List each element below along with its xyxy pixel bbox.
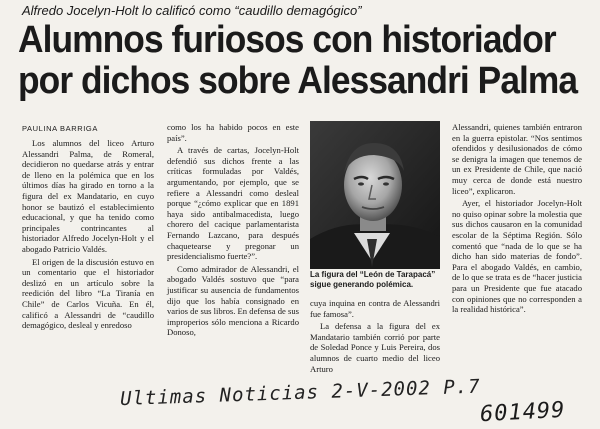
paragraph: El origen de la discusión estuvo en un comentario que el historiador deslizó en un artículo sobre la reedición del libro “La Tiranía en Chile” de Carlos Vicuña. En él, calificó a Alessandri de “caudillo demagógico, desleal y enredoso — [22, 256, 154, 331]
paragraph: La defensa a la figura del ex Mandatario también corrió por parte de Soledad Ponce y Luis Pereira, dos alumnos de cuarto medio del liceo Arturo — [310, 321, 440, 374]
article-kicker: Alfredo Jocelyn-Holt lo calificó como “caudillo demagógico” — [22, 3, 362, 18]
paragraph: cuya inquina en contra de Alessandri fue famosa”. — [310, 298, 440, 319]
article-byline: PAULINA BARRIGA — [22, 124, 98, 133]
headline-line-2: por dichos sobre Alessandri Palma — [18, 60, 578, 102]
article-column-4 — [452, 122, 582, 317]
paragraph: Ayer, el historiador Jocelyn-Holt no quiso opinar sobre la molestia que sus dichos causaron en la comunidad escolar de la Séptima Región. Sólo comentó que “nada de lo que se ha dicho han sido materias de fondo”. Para el abogado Valdés, en cambio, de lo que se trata es de “hacer justicia para un Presidente que fue atacado con opiniones que no corresponden a la realidad histórica”. — [452, 198, 582, 315]
paragraph: Alessandri, quienes también entraron en la guerra epistolar. “Nos sentimos ofendidos y desilusionados de cómo se denigra la imagen que tenemos de un ex Presidente de Chile, que nació muy cerca de donde está nuestro liceo”, explicaron. — [452, 122, 582, 196]
paragraph: A través de cartas, Jocelyn-Holt defendió sus dichos frente a las críticas formuladas por Valdés, argumentando, por ejemplo, que se refiere a Alessandri como desleal porque “¿cómo explicar que en 1891 haya sido antibalmacedista, luego chorero del cacique parlamentarista Fernando Lazcano, para después chaquetearse y pregonar un presidencialismo fuerte?”. — [167, 145, 299, 262]
photo-caption: La figura del “León de Tarapacá” sigue generando polémica. — [310, 270, 436, 289]
paragraph: Como admirador de Alessandri, el abogado Valdés sostuvo que “para justificar su ausencia de fundamentos dijo que los había consignado en varios de sus libros. En defensa de sus improperios sólo menciona a Ricardo Donoso, — [167, 263, 299, 338]
portrait-photo — [310, 121, 440, 269]
article-column-2 — [167, 122, 299, 340]
article-headline — [18, 19, 578, 102]
portrait-illustration — [310, 121, 440, 269]
article-column-1 — [22, 138, 154, 333]
handwritten-source-note: Ultimas Noticias 2-V-2002 P.7 — [119, 375, 482, 411]
paragraph: como los ha habido pocos en este país”. — [167, 122, 299, 143]
article-column-3 — [310, 298, 440, 376]
headline-line-1: Alumnos furiosos con historiador — [18, 19, 556, 61]
archive-number: 601499 — [479, 397, 567, 428]
paragraph: Los alumnos del liceo Arturo Alessandri Palma, de Romeral, decidieron no quedarse atrás y entrar de lleno en la polémica que en los últimos días ha girado en torno a la figura del ex Mandatario, en cuyo honor se bautizó el establecimiento educacional, y que ha tenido como principales contrincantes al historiador Alfredo Jocelyn-Holt y el abogado Patricio Valdés. — [22, 138, 154, 254]
